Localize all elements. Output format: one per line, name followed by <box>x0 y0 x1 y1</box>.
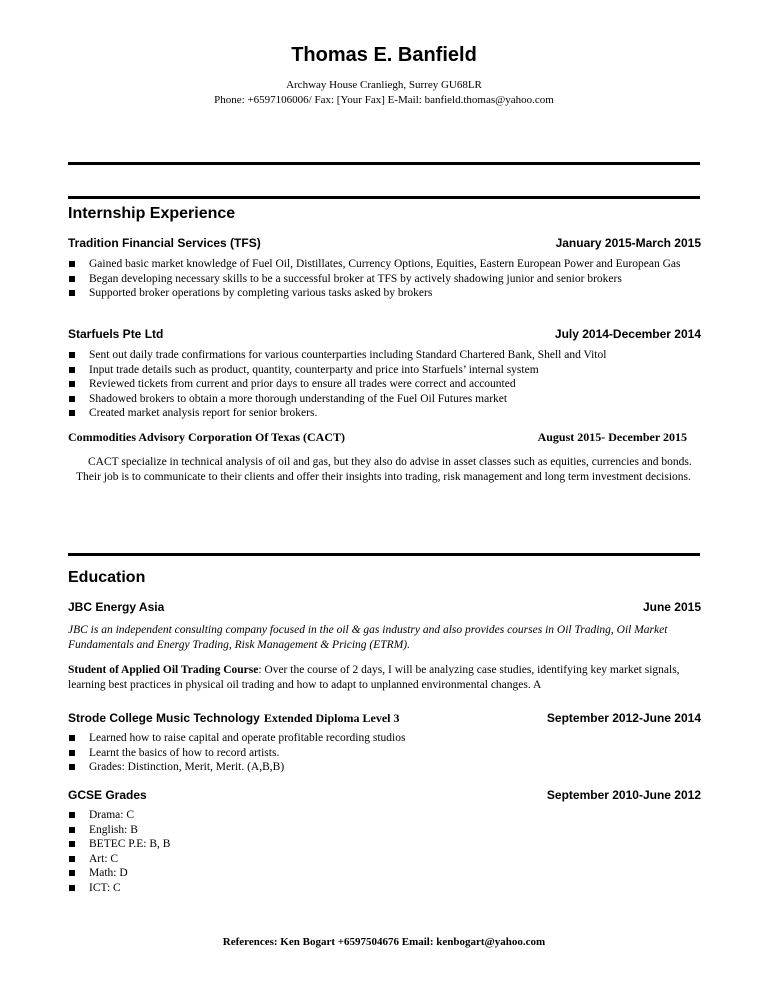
edu-header-jbc <box>68 600 701 616</box>
header-divider-top <box>68 162 700 165</box>
cact-description: CACT specialize in technical analysis of oil and gas, but they also do advise in asset classes such as equities, currencies and bonds. Their job is to communicate to their clients and offer their insights into trading, risk management and long term investment decisions. <box>76 456 692 483</box>
jbc-course <box>68 663 700 693</box>
list-item: Math: D <box>68 866 698 881</box>
candidate-name: Thomas E. Banfield <box>291 44 477 66</box>
list-item: Drama: C <box>68 808 698 823</box>
bullet-square-icon <box>69 812 75 818</box>
list-item: ICT: C <box>68 881 698 896</box>
bullet-square-icon <box>69 396 75 402</box>
list-item: Created market analysis report for senior brokers. <box>68 406 698 421</box>
list-item: Gained basic market knowledge of Fuel Oil, Distillates, Currency Options, Equities, Eastern European Power and European Gas <box>68 257 698 272</box>
bullet-square-icon <box>69 276 75 282</box>
bullet-square-icon <box>69 381 75 387</box>
bullet-square-icon <box>69 856 75 862</box>
list-item: Sent out daily trade confirmations for various counterparties including Standard Chartered Bank, Shell and Vitol <box>68 348 698 363</box>
bullet-square-icon <box>69 870 75 876</box>
edu-org: JBC Energy Asia <box>68 600 165 614</box>
edu-org: GCSE Grades <box>68 788 147 802</box>
list-item: English: B <box>68 823 698 838</box>
edu-date: June 2015 <box>642 600 701 614</box>
edu-bullets-strode <box>68 731 698 775</box>
internship-section-title: Internship Experience <box>68 205 236 222</box>
job-date: January 2015-March 2015 <box>555 236 701 250</box>
bullet-square-icon <box>69 827 75 833</box>
list-item: Reviewed tickets from current and prior days to ensure all trades were correct and accounted <box>68 377 698 392</box>
job-org: Tradition Financial Services (TFS) <box>68 236 261 250</box>
course-text: : Over the course of 2 days, I will be analyzing case studies, identifying key market signals, learning best practices in physical oil trading and how to adapt to unplanned environmental changes. A <box>68 664 680 691</box>
list-item: Input trade details such as product, quantity, counterparty and price into Starfuels’ internal system <box>68 363 698 378</box>
list-item: Supported broker operations by completing various tasks asked by brokers <box>68 286 698 301</box>
course-label: Student of Applied Oil Trading Course <box>68 664 259 676</box>
bullet-square-icon <box>69 410 75 416</box>
job-header-tfs <box>68 236 701 252</box>
bullet-square-icon <box>69 750 75 756</box>
job-header-cact <box>68 430 687 446</box>
job-date: July 2014-December 2014 <box>554 327 701 341</box>
edu-header-gcse <box>68 788 701 804</box>
edu-date: September 2010-June 2012 <box>546 788 701 802</box>
job-date: August 2015- December 2015 <box>537 430 687 444</box>
jbc-description: JBC is an independent consulting company focused in the oil & gas industry and also provides courses in Oil Trading, Oil Market Fundamentals and Energy Trading, Risk Management & Pricing (ETRM). <box>68 624 668 651</box>
job-org: Starfuels Pte Ltd <box>68 327 164 341</box>
list-item: BETEC P.E: B, B <box>68 837 698 852</box>
edu-org: Strode College Music Technology Extended Diploma Level 3 <box>68 711 400 725</box>
bullet-square-icon <box>69 367 75 373</box>
job-bullets-tfs <box>68 257 698 301</box>
list-item: Shadowed brokers to obtain a more thorough understanding of the Fuel Oil Futures market <box>68 392 698 407</box>
list-item: Began developing necessary skills to be a successful broker at TFS by actively shadowing junior and senior brokers <box>68 272 698 287</box>
edu-sub: Extended Diploma Level 3 <box>263 711 400 725</box>
bullet-square-icon <box>69 841 75 847</box>
edu-date: September 2012-June 2014 <box>546 711 701 725</box>
bullet-square-icon <box>69 735 75 741</box>
references-line: References: Ken Bogart +6597504676 Email: kenbogart@yahoo.com <box>222 936 546 948</box>
header-divider-bottom <box>68 196 700 199</box>
list-item: Learned how to raise capital and operate profitable recording studios <box>68 731 698 746</box>
bullet-square-icon <box>69 885 75 891</box>
bullet-square-icon <box>69 290 75 296</box>
education-section-title: Education <box>68 569 146 586</box>
bullet-square-icon <box>69 261 75 267</box>
contact-line: Phone: +6597106006/ Fax: [Your Fax] E-Mail: banfield.thomas@yahoo.com <box>214 94 554 106</box>
job-bullets-starfuels <box>68 348 698 421</box>
address-line: Archway House Cranliegh, Surrey GU68LR <box>286 79 482 91</box>
job-org: Commodities Advisory Corporation Of Texas (CACT) <box>68 430 346 444</box>
bullet-square-icon <box>69 764 75 770</box>
list-item: Grades: Distinction, Merit, Merit. (A,B,B) <box>68 760 698 775</box>
list-item: Learnt the basics of how to record artists. <box>68 746 698 761</box>
bullet-square-icon <box>69 352 75 358</box>
education-divider <box>68 553 700 556</box>
edu-header-strode <box>68 711 701 727</box>
list-item: Art: C <box>68 852 698 867</box>
job-header-starfuels <box>68 327 701 343</box>
edu-bullets-gcse <box>68 808 698 895</box>
